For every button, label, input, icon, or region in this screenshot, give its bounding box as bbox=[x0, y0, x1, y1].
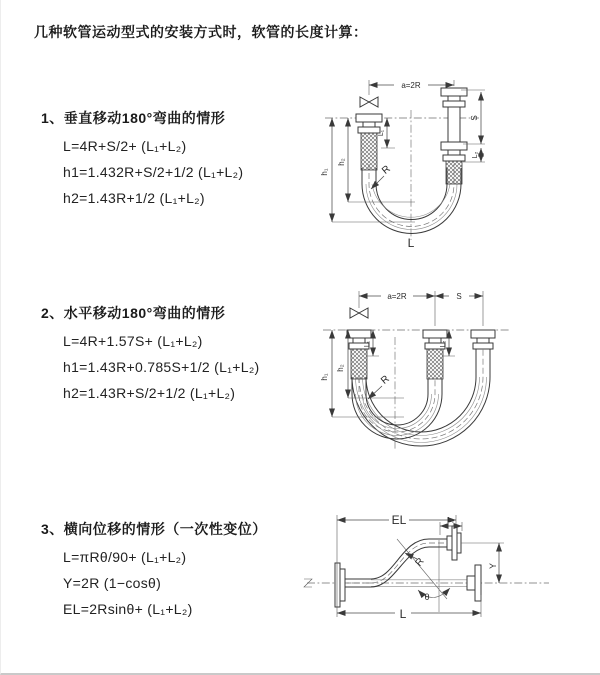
middle-pipe-fitting bbox=[423, 330, 447, 379]
radius-label: R bbox=[413, 556, 427, 569]
left-pipe-fitting bbox=[356, 114, 382, 170]
angle-label: θ bbox=[424, 592, 430, 602]
angle-arc bbox=[418, 588, 450, 598]
braided-hose-section bbox=[351, 349, 367, 379]
length-label: L bbox=[407, 236, 415, 250]
diagram-vertical-180-bend bbox=[311, 68, 596, 258]
section-1-formulas bbox=[41, 133, 316, 211]
hose-centerline bbox=[345, 543, 451, 583]
dim-a-label: a=2R bbox=[401, 81, 421, 90]
hose-wall-lines bbox=[366, 184, 457, 230]
dim-h1-label: h₁ bbox=[320, 168, 329, 176]
hose-inner-wall bbox=[366, 349, 476, 432]
radius-leader bbox=[368, 386, 382, 399]
formula-el: EL=2Rsinθ+ (L₁+L₂) bbox=[63, 601, 193, 617]
left-flange bbox=[335, 563, 345, 607]
page-title: 几种软管运动型式的安装方式时，软管的长度计算： bbox=[34, 24, 368, 40]
dim-h2-label: h₂ bbox=[336, 364, 345, 372]
section-1 bbox=[41, 108, 316, 211]
formula-h2: h2=1.43R+1/2 (L₁+L₂) bbox=[63, 190, 205, 206]
radius-leader bbox=[405, 553, 417, 559]
section-2-formulas bbox=[41, 328, 316, 406]
hose-upper-wall bbox=[345, 539, 451, 579]
radius-leader bbox=[371, 176, 384, 189]
braided-hose-section bbox=[361, 133, 377, 170]
right-pipe-fitting bbox=[471, 330, 495, 349]
section-1-heading: 1、垂直移动180°弯曲的情形 bbox=[41, 110, 226, 126]
hose-wall-lines bbox=[356, 394, 439, 435]
radius-label: R bbox=[379, 373, 392, 387]
right-pipe-fitting bbox=[441, 88, 467, 184]
section-2-heading: 2、水平移动180°弯曲的情形 bbox=[41, 305, 226, 321]
dim-a-label: a=2R bbox=[387, 292, 407, 301]
dim-el-label: EL bbox=[391, 513, 407, 527]
diagram-lateral-displacement bbox=[299, 495, 595, 665]
section-3-heading: 3、横向位移的情形（一次性变位） bbox=[41, 521, 267, 537]
hose-u-original bbox=[352, 377, 442, 439]
top-flange bbox=[447, 526, 461, 560]
hex-fitting-lower bbox=[441, 142, 467, 161]
construction-lines bbox=[397, 539, 447, 612]
formula-h1: h1=1.43R+0.785S+1/2 (L₁+L₂) bbox=[63, 359, 260, 375]
diagram-horizontal-180-bend bbox=[309, 282, 597, 462]
dim-h1-label: h₁ bbox=[320, 373, 329, 381]
right-flange bbox=[467, 565, 481, 601]
section-2 bbox=[41, 303, 316, 406]
dim-y-label: Y bbox=[488, 562, 498, 570]
formula-h1: h1=1.432R+S/2+1/2 (L₁+L₂) bbox=[63, 164, 244, 180]
formula-length: L=4R+S/2+ (L₁+L₂) bbox=[63, 138, 187, 154]
valve-icon bbox=[360, 97, 378, 107]
hose-centerline bbox=[359, 349, 483, 439]
section-3-formulas bbox=[41, 544, 316, 622]
dim-l1-label: L₁ bbox=[378, 129, 385, 137]
hose-lower-wall bbox=[345, 547, 451, 587]
pipe-tube bbox=[448, 107, 460, 142]
dim-l1-label: L₁ bbox=[364, 340, 371, 348]
formula-y: Y=2R (1−cosθ) bbox=[63, 575, 162, 591]
dim-l2-label: L₂ bbox=[472, 151, 479, 159]
valve-icon bbox=[350, 308, 368, 318]
hose-inner-wall bbox=[366, 379, 428, 425]
hex-fitting-top bbox=[441, 88, 467, 107]
hex-fitting bbox=[471, 330, 495, 349]
dim-l2-label: L₂ bbox=[447, 517, 455, 524]
formula-h2: h2=1.43R+S/2+1/2 (L₁+L₂) bbox=[63, 385, 236, 401]
braided-hose-section bbox=[446, 161, 462, 184]
dim-s-label: S bbox=[470, 115, 479, 121]
braided-hose-section bbox=[427, 349, 443, 379]
formula-length: L=πRθ/90+ (L₁+L₂) bbox=[63, 549, 187, 565]
radius-label: R bbox=[380, 163, 393, 177]
dim-l2-label: L₂ bbox=[440, 340, 447, 348]
section-3 bbox=[41, 519, 316, 622]
dim-s-label: S bbox=[456, 292, 462, 301]
left-pipe-fitting bbox=[347, 330, 371, 379]
dim-h2-label: h₂ bbox=[337, 158, 346, 166]
formula-length: L=4R+1.57S+ (L₁+L₂) bbox=[63, 333, 203, 349]
length-label: L bbox=[399, 607, 407, 621]
